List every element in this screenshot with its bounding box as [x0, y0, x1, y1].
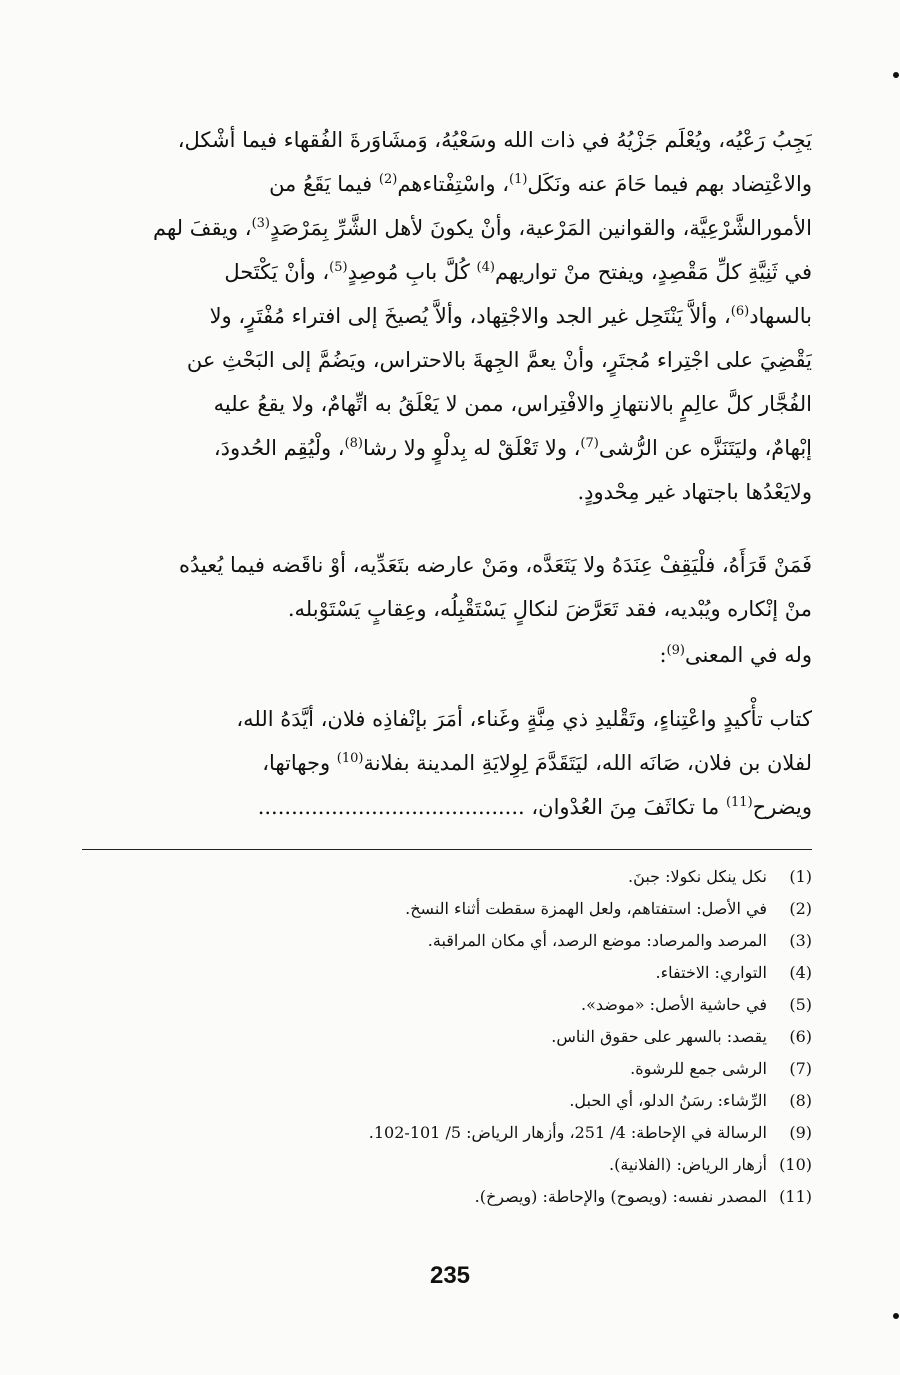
footnote-ref[interactable]: (3) — [251, 216, 270, 231]
footnote-number: (9) — [789, 1123, 812, 1142]
footnote-ref[interactable]: (1) — [508, 172, 528, 187]
footnote-number: (5) — [789, 995, 812, 1014]
footnote-number: (8) — [789, 1091, 812, 1110]
footnote-text: في حاشية الأصل: «موضد». — [581, 995, 767, 1014]
footnote-text: يقصد: بالسهر على حقوق الناس. — [551, 1027, 767, 1046]
text-line: يَقْضِيَ على اجْتِراء مُجتَرٍ، وأنْ يعمَّ الجِهةَ بالاحتراس، ويَضُمَّ إلى البَحْثِ عن — [186, 348, 812, 372]
text-line: بالسهاد$^{(6)}$، وألاَّ يَنْتَحِل غير الجد والاجْتِهاد، وألاَّ يُصيخَ إلى افتراء مُفْتَرٍ، ولا — [209, 304, 812, 328]
section-intro — [82, 633, 812, 677]
footnote-text: المصدر نفسه: (ويصوح) والإحاطة: (ويصرخ). — [474, 1187, 767, 1206]
text-line: إبْهامٌ، وليَتَنَزَّه عن الرُّشى$^{(7)}$، ولا تَعْلَقْ له بِدلْوٍ ولا رشا$^{(8)}$، ولْيُقِم الحُدودَ، — [213, 436, 812, 460]
text-line: ويضرح$^{(11)}$ ما تكاثَفَ مِنَ العُدْوان، ........................................ — [257, 795, 812, 819]
footnote-text: الرِّشاء: رسَنُ الدلو، أي الحبل. — [569, 1091, 767, 1110]
footnote-text: الرشى جمع للرشوة. — [630, 1059, 767, 1078]
page-number: 235 — [429, 1262, 471, 1289]
text-line: الأمورالشَّرْعِيَّة، والقوانين المَرْعية، وأنْ يكونَ لأهل الشَّرِّ بِمَرْصَدٍ$^{(3)}$، ويقفَ لهم — [153, 216, 812, 240]
text-line: فَمَنْ قَرَأَهُ، فلْيَقِفْ عِنَدَهُ ولا يَتَعَدَّه، ومَنْ عارضه بتَعَدِّيه، أوْ ناقَضه فيما يُعيدُه — [178, 553, 812, 577]
main-paragraph-3 — [82, 697, 812, 829]
footnote-number: (3) — [789, 931, 812, 950]
footnote-item — [82, 1155, 812, 1187]
footnote-text: المرصد والمرصاد: موضع الرصد، أي مكان المراقبة. — [427, 931, 767, 950]
footnote-item — [82, 963, 812, 995]
footnote-item — [82, 1187, 812, 1219]
text-line: الفُجَّار كلَّ عالِمٍ بالانتهازِ والافْتِراس، ممن لا يَعْلَقُ به اتِّهامٌ، ولا يقعُ عليه — [213, 392, 812, 416]
footnote-item — [82, 1091, 812, 1123]
text-line: لفلان بن فلان، صَانَه الله، ليَتَقَدَّمَ لِوِلايَةِ المدينة بفلانة$^{(10)}$ وجهاتها، — [262, 751, 812, 775]
footnote-ref[interactable]: (9) — [666, 643, 685, 658]
text-line: والاعْتِضاد بهم فيما حَامَ عنه ونَكَل$^{(1)}$، واسْتِفْتاءهم$^{(2)}$ فيما يَقَعُ من — [269, 172, 812, 196]
footnotes — [82, 867, 812, 1219]
footnote-ref[interactable]: (6) — [730, 304, 750, 319]
footnote-item — [82, 867, 812, 899]
text-line: منْ إنْكاره ويُبْديه، فقد تَعَرَّضَ لنكالٍ يَسْتَقْبِلُه، وعِقابٍ يَسْتَوْبله. — [287, 597, 812, 621]
footnote-number: (1) — [789, 867, 812, 886]
footnote-item — [82, 1027, 812, 1059]
text-line: في ثَنِيَّةِ كلِّ مَقْصِدٍ، ويفتح منْ تواريهم$^{(4)}$ كُلَّ بابِ مُوصِدٍ$^{(5)}$، وأنْ يَكْتَحل — [224, 260, 812, 284]
footnote-ref[interactable]: (4) — [476, 260, 495, 275]
edge-mark — [893, 1313, 899, 1319]
footnote-number: (11) — [779, 1187, 812, 1206]
edge-mark — [893, 72, 899, 78]
footnote-ref[interactable]: (11) — [725, 795, 753, 810]
text-line: ولايَعْدُها باجتهاد غير مِحْدودٍ. — [577, 480, 812, 504]
footnote-text: الرسالة في الإحاطة: 4/ 251، وأزهار الرياض: 5/ 101-102. — [368, 1123, 767, 1142]
footnote-number: (4) — [789, 963, 812, 982]
main-paragraph-2 — [82, 543, 812, 631]
footnote-ref[interactable]: (10) — [336, 751, 364, 766]
footnote-text: في الأصل: استفتاهم، ولعل الهمزة سقطت أثناء النسخ. — [405, 899, 767, 918]
footnote-number: (10) — [779, 1155, 812, 1174]
footnote-item — [82, 931, 812, 963]
footnote-ref[interactable]: (5) — [329, 260, 348, 275]
footnote-text: التواري: الاختفاء. — [655, 963, 767, 982]
footnote-text: نكل ينكل نكولا: جبنَ. — [628, 867, 767, 886]
footnote-ref[interactable]: (7) — [580, 436, 599, 451]
footnote-separator — [82, 849, 812, 850]
footnote-number: (2) — [789, 899, 812, 918]
text-line: وله في المعنى$^{(9)}$: — [659, 643, 812, 667]
footnote-ref[interactable]: (8) — [344, 436, 363, 451]
footnote-item — [82, 995, 812, 1027]
footnote-item — [82, 1059, 812, 1091]
main-paragraph-1 — [82, 118, 812, 514]
text-line: كتاب تأْكيدٍ واعْتِناءٍ، وتَقْليدِ ذي مِنَّةٍ وغَناء، أمَرَ بإنْفاذِه فلان، أيَّدَهُ الله، — [236, 707, 812, 731]
text-line: يَجِبُ رَعْيُه، ويُعْلَم جَزْيُهُ في ذات الله وسَعْيُهُ، وَمشَاوَرةَ الفُقهاء فيما أشْكل، — [177, 128, 812, 152]
footnote-number: (7) — [789, 1059, 812, 1078]
footnote-number: (6) — [789, 1027, 812, 1046]
footnote-item — [82, 899, 812, 931]
footnote-text: أزهار الرياض: (الفلانية). — [609, 1155, 767, 1174]
footnote-ref[interactable]: (2) — [378, 172, 398, 187]
footnote-item — [82, 1123, 812, 1155]
